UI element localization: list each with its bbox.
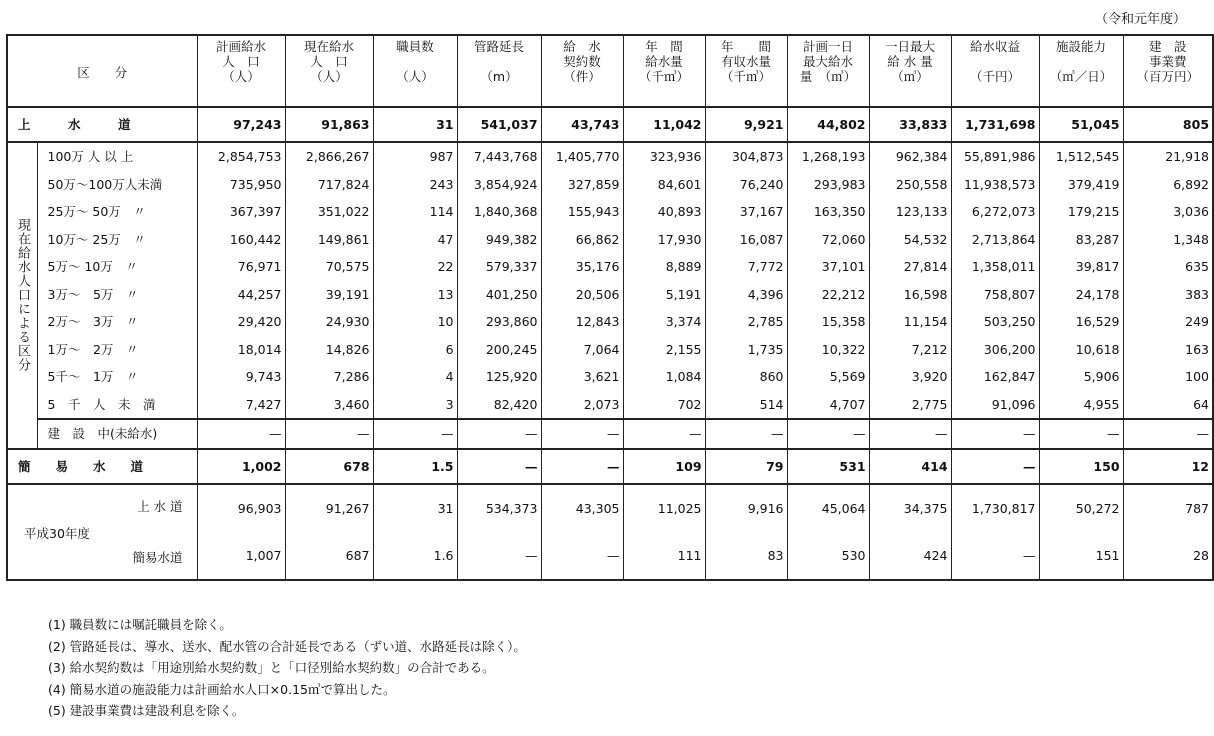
cell: 20,506 bbox=[541, 281, 623, 309]
cell: 123,133 bbox=[869, 198, 951, 226]
cell: 96,903 bbox=[197, 484, 285, 532]
cell: 76,971 bbox=[197, 253, 285, 281]
cell: 22,212 bbox=[787, 281, 869, 309]
cell: 83 bbox=[705, 532, 787, 580]
cell: 2,073 bbox=[541, 391, 623, 420]
cell: 379,419 bbox=[1039, 171, 1123, 199]
cell: — bbox=[787, 419, 869, 449]
previous-year-label: 平成30年度 bbox=[24, 525, 90, 541]
header-annual-billed: 年 間 有収水量 （千㎥） bbox=[705, 35, 787, 107]
cell: — bbox=[541, 532, 623, 580]
table-row bbox=[7, 226, 1213, 254]
row-label: 上 水 道 bbox=[18, 117, 131, 132]
cell: 37,101 bbox=[787, 253, 869, 281]
cell: 7,286 bbox=[285, 363, 373, 391]
cell: 7,212 bbox=[869, 336, 951, 364]
row-label: 5 千 人 未 満 bbox=[47, 396, 156, 412]
header-contracts: 給 水 契約数 （件） bbox=[541, 35, 623, 107]
cell: 11,154 bbox=[869, 308, 951, 336]
cell: 3 bbox=[373, 391, 457, 420]
cell: — bbox=[457, 419, 541, 449]
cell: 37,167 bbox=[705, 198, 787, 226]
row-label: 1万～ 2万 〃 bbox=[47, 341, 139, 357]
cell: 7,064 bbox=[541, 336, 623, 364]
cell: 31 bbox=[373, 484, 457, 532]
cell: 717,824 bbox=[285, 171, 373, 199]
row-label: 5千～ 1万 〃 bbox=[47, 369, 139, 385]
cell: 6,892 bbox=[1123, 171, 1213, 199]
cell: 735,950 bbox=[197, 171, 285, 199]
cell: 11,025 bbox=[623, 484, 705, 532]
cell: — bbox=[457, 532, 541, 580]
row-label: 5万～ 10万 〃 bbox=[47, 259, 138, 275]
cell: 70,575 bbox=[285, 253, 373, 281]
cell: 4,396 bbox=[705, 281, 787, 309]
row-label: 2万～ 3万 〃 bbox=[47, 314, 139, 330]
cell: 21,918 bbox=[1123, 142, 1213, 171]
table-row bbox=[7, 449, 1213, 484]
cell: 29,420 bbox=[197, 308, 285, 336]
cell: 687 bbox=[285, 532, 373, 580]
cell: 7,427 bbox=[197, 391, 285, 420]
cell: 163 bbox=[1123, 336, 1213, 364]
cell: — bbox=[623, 419, 705, 449]
cell: 1.6 bbox=[373, 532, 457, 580]
header-kubun: 区 分 bbox=[7, 35, 197, 107]
cell: 1,002 bbox=[197, 449, 285, 484]
cell: 1,268,193 bbox=[787, 142, 869, 171]
cell: 13 bbox=[373, 281, 457, 309]
cell: 9,921 bbox=[705, 107, 787, 142]
table-row bbox=[7, 107, 1213, 142]
row-label: 建 設 中(未給水) bbox=[37, 419, 197, 449]
cell: 149,861 bbox=[285, 226, 373, 254]
cell: 5,191 bbox=[623, 281, 705, 309]
cell: 91,863 bbox=[285, 107, 373, 142]
cell: — bbox=[541, 449, 623, 484]
cell: 4,955 bbox=[1039, 391, 1123, 420]
cell: 16,529 bbox=[1039, 308, 1123, 336]
cell: 14,826 bbox=[285, 336, 373, 364]
cell: 4,707 bbox=[787, 391, 869, 420]
cell: — bbox=[951, 532, 1039, 580]
cell: 2,785 bbox=[705, 308, 787, 336]
header-daily-max: 一日最大 給 水 量 （㎥） bbox=[869, 35, 951, 107]
cell: — bbox=[951, 419, 1039, 449]
cell: 250,558 bbox=[869, 171, 951, 199]
header-capacity: 施設能力 （㎥／日） bbox=[1039, 35, 1123, 107]
header-row bbox=[7, 35, 1213, 107]
cell: 3,920 bbox=[869, 363, 951, 391]
cell: 114 bbox=[373, 198, 457, 226]
cell: 44,802 bbox=[787, 107, 869, 142]
cell: 401,250 bbox=[457, 281, 541, 309]
cell: 1,731,698 bbox=[951, 107, 1039, 142]
cell: 9,916 bbox=[705, 484, 787, 532]
cell: 3,854,924 bbox=[457, 171, 541, 199]
cell: 6 bbox=[373, 336, 457, 364]
cell: 2,155 bbox=[623, 336, 705, 364]
cell: 3,621 bbox=[541, 363, 623, 391]
cell: 79 bbox=[705, 449, 787, 484]
cell: 1,730,817 bbox=[951, 484, 1039, 532]
footnotes bbox=[48, 614, 526, 722]
cell: — bbox=[285, 419, 373, 449]
cell: 503,250 bbox=[951, 308, 1039, 336]
cell: 293,860 bbox=[457, 308, 541, 336]
cell: 47 bbox=[373, 226, 457, 254]
cell: 50,272 bbox=[1039, 484, 1123, 532]
cell: 8,889 bbox=[623, 253, 705, 281]
cell: 1,512,545 bbox=[1039, 142, 1123, 171]
cell: 125,920 bbox=[457, 363, 541, 391]
cell: 306,200 bbox=[951, 336, 1039, 364]
cell: 55,891,986 bbox=[951, 142, 1039, 171]
cell: 109 bbox=[623, 449, 705, 484]
cell: 84,601 bbox=[623, 171, 705, 199]
table-row bbox=[7, 336, 1213, 364]
water-supply-table bbox=[6, 34, 1214, 581]
cell: 1,405,770 bbox=[541, 142, 623, 171]
header-pipe-length: 管路延長 （m） bbox=[457, 35, 541, 107]
table-row bbox=[7, 281, 1213, 309]
cell: 1,358,011 bbox=[951, 253, 1039, 281]
cell: 367,397 bbox=[197, 198, 285, 226]
cell: 43,305 bbox=[541, 484, 623, 532]
cell: 35,176 bbox=[541, 253, 623, 281]
cell: 100 bbox=[1123, 363, 1213, 391]
cell: 805 bbox=[1123, 107, 1213, 142]
row-label-cell bbox=[7, 532, 197, 580]
cell: — bbox=[457, 449, 541, 484]
cell: 83,287 bbox=[1039, 226, 1123, 254]
row-label: 簡易水道 bbox=[132, 549, 183, 565]
cell: 3,374 bbox=[623, 308, 705, 336]
cell: 10,322 bbox=[787, 336, 869, 364]
cell: 66,862 bbox=[541, 226, 623, 254]
row-label: 3万～ 5万 〃 bbox=[47, 286, 139, 302]
header-construction-cost: 建 設 事業費 （百万円） bbox=[1123, 35, 1213, 107]
table-row bbox=[7, 171, 1213, 199]
cell: 304,873 bbox=[705, 142, 787, 171]
cell: 162,847 bbox=[951, 363, 1039, 391]
table-row bbox=[7, 419, 1213, 449]
cell: 249 bbox=[1123, 308, 1213, 336]
cell: 383 bbox=[1123, 281, 1213, 309]
cell: 243 bbox=[373, 171, 457, 199]
cell: 2,866,267 bbox=[285, 142, 373, 171]
cell: 414 bbox=[869, 449, 951, 484]
cell: 11,938,573 bbox=[951, 171, 1039, 199]
cell: 76,240 bbox=[705, 171, 787, 199]
cell: 514 bbox=[705, 391, 787, 420]
footnote: (4) 簡易水道の施設能力は計画給水人口×0.15㎥で算出した。 bbox=[48, 681, 396, 697]
cell: 150 bbox=[1039, 449, 1123, 484]
cell: — bbox=[705, 419, 787, 449]
cell: 962,384 bbox=[869, 142, 951, 171]
cell: 7,772 bbox=[705, 253, 787, 281]
cell: 5,569 bbox=[787, 363, 869, 391]
cell: 91,096 bbox=[951, 391, 1039, 420]
cell: 16,598 bbox=[869, 281, 951, 309]
cell: — bbox=[951, 449, 1039, 484]
footnote: (3) 給水契約数は「用途別給水契約数」と「口径別給水契約数」の合計である。 bbox=[48, 660, 495, 675]
cell: 9,743 bbox=[197, 363, 285, 391]
table-row bbox=[7, 363, 1213, 391]
cell: 15,358 bbox=[787, 308, 869, 336]
cell: 72,060 bbox=[787, 226, 869, 254]
cell: 44,257 bbox=[197, 281, 285, 309]
cell: 987 bbox=[373, 142, 457, 171]
cell: 16,087 bbox=[705, 226, 787, 254]
row-label: 10万～ 25万 〃 bbox=[47, 231, 146, 247]
row-label: 25万～ 50万 〃 bbox=[47, 204, 146, 220]
cell: 1.5 bbox=[373, 449, 457, 484]
group-label: 現在給水人口による区分 bbox=[7, 142, 37, 449]
header-planned-population: 計画給水 人 口 （人） bbox=[197, 35, 285, 107]
header-staff: 職員数 （人） bbox=[373, 35, 457, 107]
cell: 4 bbox=[373, 363, 457, 391]
cell: 702 bbox=[623, 391, 705, 420]
cell: 64 bbox=[1123, 391, 1213, 420]
row-label: 100万 人 以 上 bbox=[37, 142, 197, 171]
cell: 17,930 bbox=[623, 226, 705, 254]
cell: 12,843 bbox=[541, 308, 623, 336]
cell: 39,817 bbox=[1039, 253, 1123, 281]
cell: 3,036 bbox=[1123, 198, 1213, 226]
cell: 163,350 bbox=[787, 198, 869, 226]
cell: 39,191 bbox=[285, 281, 373, 309]
cell: 6,272,073 bbox=[951, 198, 1039, 226]
cell: 54,532 bbox=[869, 226, 951, 254]
table-row bbox=[7, 198, 1213, 226]
cell: 111 bbox=[623, 532, 705, 580]
cell: 27,814 bbox=[869, 253, 951, 281]
cell: 2,775 bbox=[869, 391, 951, 420]
cell: — bbox=[373, 419, 457, 449]
fiscal-year-note: （令和元年度） bbox=[1094, 12, 1186, 27]
cell: 5,906 bbox=[1039, 363, 1123, 391]
cell: 10,618 bbox=[1039, 336, 1123, 364]
table-row bbox=[7, 253, 1213, 281]
cell: 34,375 bbox=[869, 484, 951, 532]
cell: 82,420 bbox=[457, 391, 541, 420]
cell: 1,348 bbox=[1123, 226, 1213, 254]
row-label: 簡 易 水 道 bbox=[7, 449, 197, 484]
cell: 200,245 bbox=[457, 336, 541, 364]
footnote: (1) 職員数には嘱託職員を除く。 bbox=[48, 617, 232, 632]
cell: — bbox=[869, 419, 951, 449]
header-planned-daily-max: 計画一日 最大給水 量 （㎥） bbox=[787, 35, 869, 107]
header-annual-supply: 年 間 給水量 （千㎥） bbox=[623, 35, 705, 107]
row-label-cell bbox=[7, 484, 197, 541]
footnote: (5) 建設事業費は建設利息を除く。 bbox=[48, 703, 245, 718]
table-row bbox=[7, 308, 1213, 336]
cell: 97,243 bbox=[197, 107, 285, 142]
cell: 18,014 bbox=[197, 336, 285, 364]
header-revenue: 給水収益 （千円） bbox=[951, 35, 1039, 107]
row-label: 50万～100万人未満 bbox=[47, 176, 163, 192]
cell: — bbox=[197, 419, 285, 449]
cell: 1,840,368 bbox=[457, 198, 541, 226]
cell: 24,178 bbox=[1039, 281, 1123, 309]
cell: 351,022 bbox=[285, 198, 373, 226]
row-label: 上 水 道 bbox=[137, 498, 183, 514]
cell: 31 bbox=[373, 107, 457, 142]
cell: 24,930 bbox=[285, 308, 373, 336]
cell: 678 bbox=[285, 449, 373, 484]
footnote: (2) 管路延長は、導水、送水、配水管の合計延長である（ずい道、水路延長は除く）。 bbox=[48, 638, 526, 654]
cell: 51,045 bbox=[1039, 107, 1123, 142]
cell: 45,064 bbox=[787, 484, 869, 532]
cell: 635 bbox=[1123, 253, 1213, 281]
cell: 949,382 bbox=[457, 226, 541, 254]
cell: 151 bbox=[1039, 532, 1123, 580]
cell: 541,037 bbox=[457, 107, 541, 142]
cell: 91,267 bbox=[285, 484, 373, 532]
cell: 860 bbox=[705, 363, 787, 391]
cell: 323,936 bbox=[623, 142, 705, 171]
cell: 28 bbox=[1123, 532, 1213, 580]
cell: 758,807 bbox=[951, 281, 1039, 309]
cell: 530 bbox=[787, 532, 869, 580]
header-current-population: 現在給水 人 口 （人） bbox=[285, 35, 373, 107]
cell: 1,735 bbox=[705, 336, 787, 364]
cell: 531 bbox=[787, 449, 869, 484]
cell: 1,084 bbox=[623, 363, 705, 391]
cell: 43,743 bbox=[541, 107, 623, 142]
table-row bbox=[7, 532, 1213, 580]
cell: 787 bbox=[1123, 484, 1213, 532]
cell: 3,460 bbox=[285, 391, 373, 420]
cell: 293,983 bbox=[787, 171, 869, 199]
cell: — bbox=[1123, 419, 1213, 449]
cell: 40,893 bbox=[623, 198, 705, 226]
cell: 7,443,768 bbox=[457, 142, 541, 171]
cell: 2,854,753 bbox=[197, 142, 285, 171]
cell: 10 bbox=[373, 308, 457, 336]
cell: 22 bbox=[373, 253, 457, 281]
table-row bbox=[7, 142, 1213, 171]
cell: 11,042 bbox=[623, 107, 705, 142]
cell: 579,337 bbox=[457, 253, 541, 281]
cell: 424 bbox=[869, 532, 951, 580]
cell: 534,373 bbox=[457, 484, 541, 532]
table-row bbox=[7, 484, 1213, 532]
cell: — bbox=[1039, 419, 1123, 449]
cell: 1,007 bbox=[197, 532, 285, 580]
cell: 327,859 bbox=[541, 171, 623, 199]
table-row bbox=[7, 391, 1213, 420]
cell: 179,215 bbox=[1039, 198, 1123, 226]
cell: 2,713,864 bbox=[951, 226, 1039, 254]
cell: 12 bbox=[1123, 449, 1213, 484]
cell: — bbox=[541, 419, 623, 449]
cell: 155,943 bbox=[541, 198, 623, 226]
cell: 33,833 bbox=[869, 107, 951, 142]
cell: 160,442 bbox=[197, 226, 285, 254]
